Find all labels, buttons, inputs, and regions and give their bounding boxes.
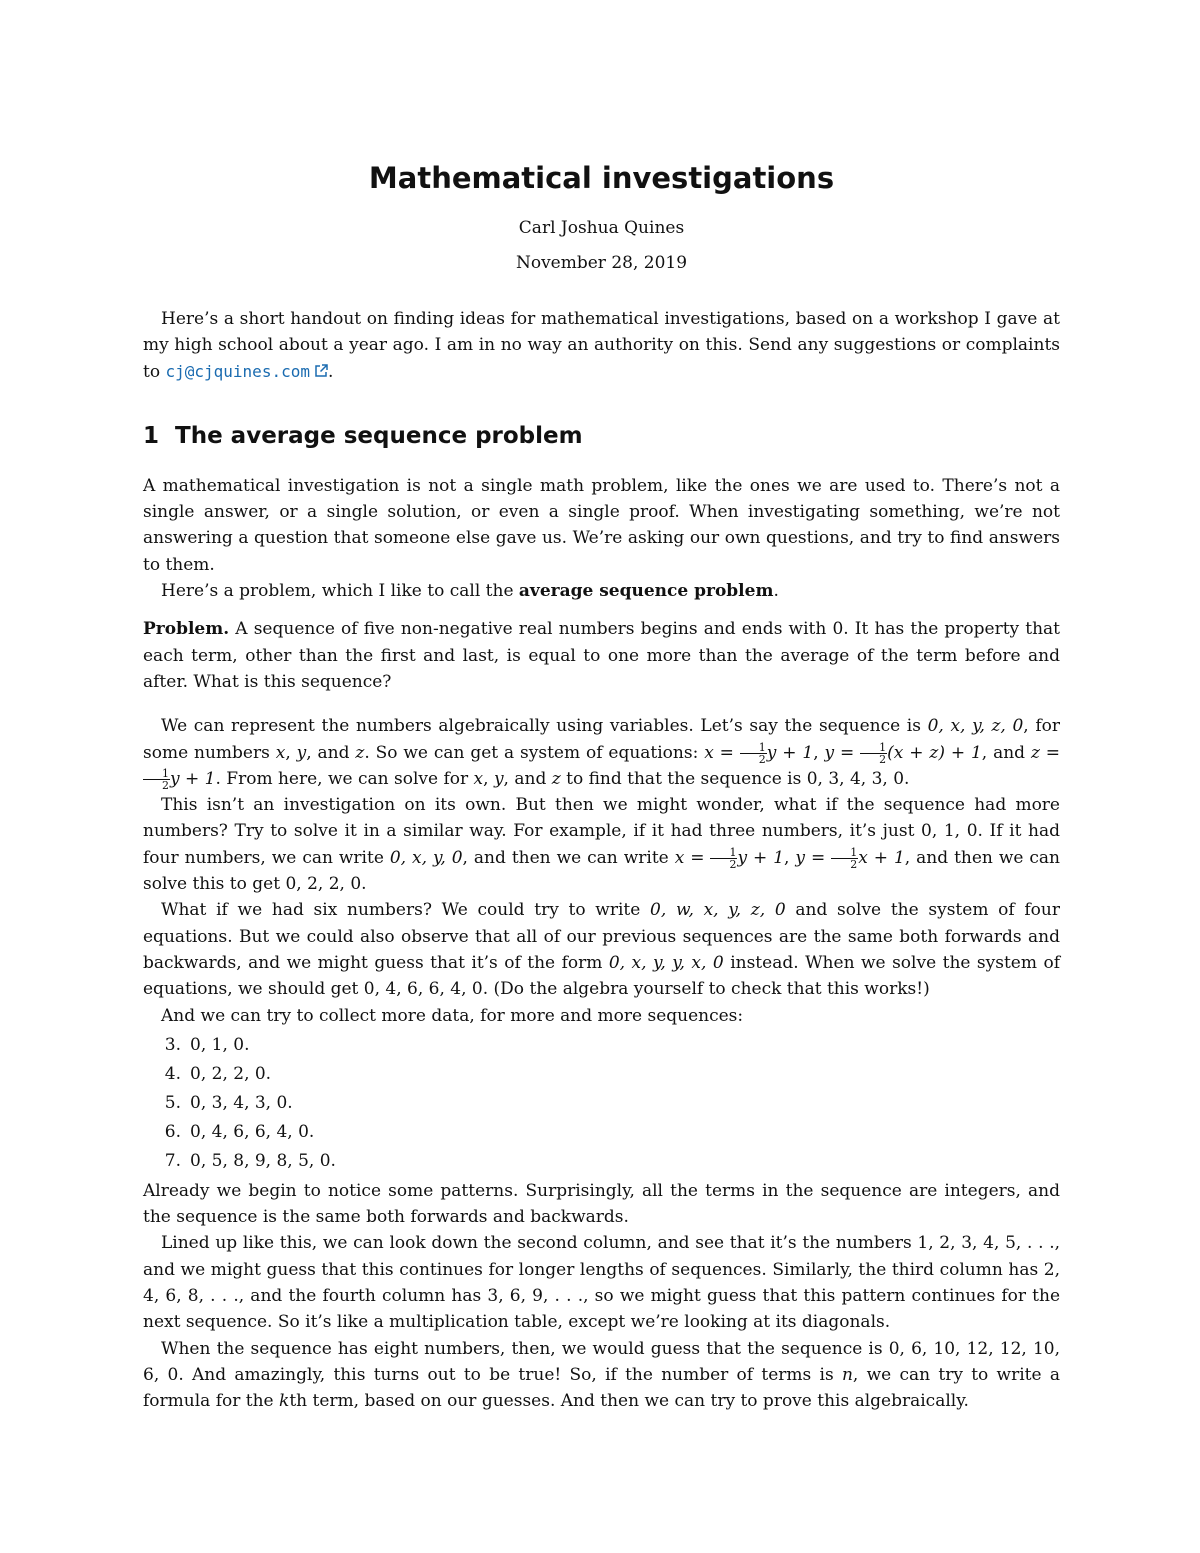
author-name: Carl Joshua Quines: [518, 218, 685, 238]
paragraph-4: This isn’t an investigation on its own. But then we might wonder, what if the sequence had more numbers? Try to solve it in a similar way. For example, if it had three numbers, it’s just 0, 1, 0. If it had four numbers, we can write 0, x, y, 0, and then we can write x = $\frac{1}{2}$ y + 1, y = $\frac{1}{2}$ x + 1, and then we can solve this to get 0, 2, 2, 0.: [143, 795, 1061, 895]
section-number: 1: [143, 422, 160, 449]
paragraph-8: Lined up like this, we can look down the second column, and see that it’s the numbers 1, 2, 3, 4, 5, . . ., and we might guess that this continues for longer lengths of sequences. Similarly, the third column has 2, 4, 6, 8, . . ., and the fourth column has 3, 6, 9, . . ., so we might guess that this pattern continues for the next sequence. So it’s like a multiplication table, except we’re looking at its diagonals.: [143, 1233, 1061, 1333]
problem-label: Problem.: [143, 619, 230, 640]
list-item: 7. 0, 5, 8, 9, 8, 5, 0.: [164, 1150, 336, 1171]
section-heading: [143, 421, 1060, 451]
term-average-sequence: average sequence problem: [518, 581, 774, 602]
list-item: 5. 0, 3, 4, 3, 0.: [164, 1092, 293, 1113]
sequence-list: [143, 1031, 1060, 1176]
list-item: 6. 0, 4, 6, 6, 4, 0.: [164, 1121, 315, 1142]
paragraph-5: What if we had six numbers? We could try to write 0, w, x, y, z, 0 and solve the system of four equations. But we could also observe that all of our previous sequences are the same both forwards and backwards, and we might guess that it’s of the form 0, x, y, y, x, 0 instead. When we solve the system of equations, we should get 0, 4, 6, 6, 4, 0. (Do the algebra yourself to check that this works!): [143, 900, 1060, 1000]
document-page: [143, 150, 1060, 1415]
document-date: November 28, 2019: [515, 253, 688, 273]
fraction-half: $\frac{1}{2}$: [831, 847, 858, 870]
fraction-half: $\frac{1}{2}$: [710, 847, 737, 870]
list-item: 4. 0, 2, 2, 0.: [164, 1063, 272, 1084]
paragraph-3: We can represent the numbers algebraically using variables. Let’s say the sequence is 0, x, y, z, 0, for some numbers x, y, and z. So we can get a system of equations: x = $\frac{1}{2}$ y + 1, y = $\frac{1}{2}$ (x + z) + 1, and z = $\frac{1}{2}$ y + 1. From here, we can solve for x, y, and z to find that the sequence is 0, 3, 4, 3, 0.: [143, 716, 1061, 792]
fraction-half: $\frac{1}{2}$: [740, 742, 767, 765]
list-item: 3. 0, 1, 0.: [164, 1034, 250, 1055]
paragraph-6: And we can try to collect more data, for more and more sequences:: [161, 1005, 744, 1026]
external-link-icon[interactable]: [314, 364, 328, 378]
problem-statement: Problem. A sequence of five non-negative real numbers begins and ends with 0. It has the property that each term, other than the first and last, is equal to one more than the average of the term before and after. What is this sequence?: [143, 619, 1061, 692]
paragraph-9: When the sequence has eight numbers, then, we would guess that the sequence is 0, 6, 10, 12, 12, 10, 6, 0. And amazingly, this turns out to be true! So, if the number of terms is n, we can try to write a formula for the kth term, based on our guesses. And then we can try to prove this algebraically.: [143, 1338, 1060, 1412]
intro-paragraph: Here’s a short handout on finding ideas for mathematical investigations, based on a workshop I gave at my high school about a year ago. I am in no way an authority on this. Send any suggestions or complaints to cj@cjquines.com .: [143, 309, 1060, 382]
section-title: The average sequence problem: [175, 422, 583, 449]
fraction-half: $\frac{1}{2}$: [860, 742, 887, 765]
email-link[interactable]: cj@cjquines.com: [165, 361, 310, 381]
document-title: Mathematical investigations: [368, 161, 835, 195]
paragraph-1: A mathematical investigation is not a single math problem, like the ones we are used to. There’s not a single answer, or a single solution, or even a single proof. When investigating something, we’re not answering a question that someone else gave us. We’re asking our own questions, and try to find answers to them.: [143, 475, 1060, 575]
fraction-half: $\frac{1}{2}$: [143, 768, 170, 791]
paragraph-7: Already we begin to notice some patterns. Surprisingly, all the terms in the sequence are integers, and the sequence is the same both forwards and backwards.: [143, 1180, 1060, 1228]
paragraph-2: Here’s a problem, which I like to call the average sequence problem.: [161, 581, 779, 602]
